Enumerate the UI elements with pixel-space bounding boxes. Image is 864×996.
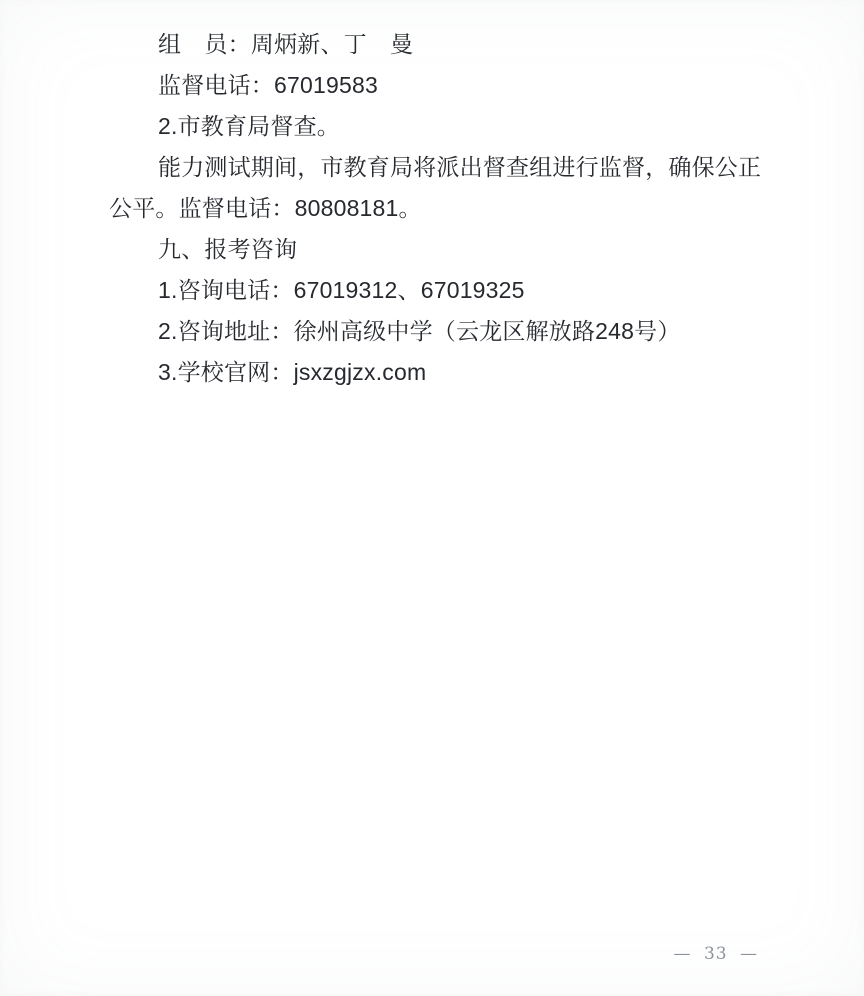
doc-line-school-website: 3.学校官网：jsxzgjzx.com xyxy=(158,359,427,385)
doc-line-paragraph-2: 公平。监督电话：80808181。 xyxy=(109,195,422,221)
doc-line-bureau-inspection: 2.市教育局督查。 xyxy=(158,113,340,139)
doc-line-members: 组 员：周炳新、丁 曼 xyxy=(158,31,414,57)
doc-heading-inquiry: 九、报考咨询 xyxy=(158,236,298,262)
doc-line-inquiry-phone: 1.咨询电话：67019312、67019325 xyxy=(158,277,525,303)
doc-line-supervision-phone: 监督电话：67019583 xyxy=(158,72,378,98)
page-number: — 33 — xyxy=(673,944,758,964)
document-body xyxy=(109,24,781,393)
doc-line-inquiry-address: 2.咨询地址：徐州高级中学（云龙区解放路248号） xyxy=(158,318,681,344)
doc-line-paragraph-1: 能力测试期间，市教育局将派出督查组进行监督，确保公正 xyxy=(158,154,762,180)
